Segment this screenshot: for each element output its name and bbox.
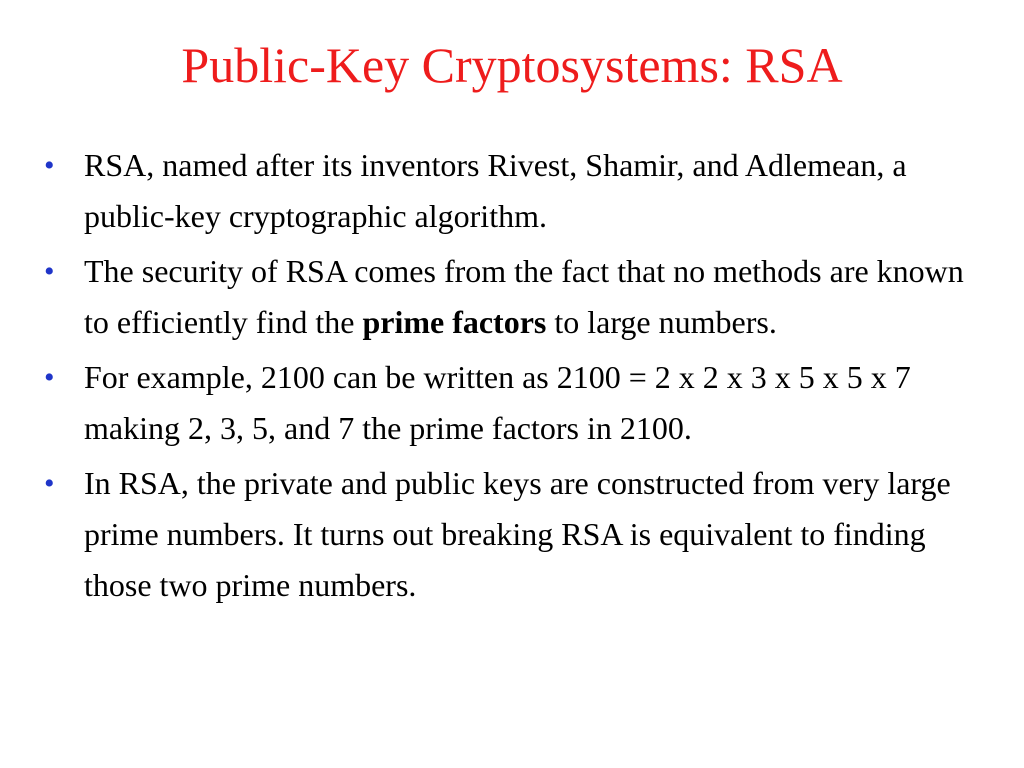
- bullet-dot-icon: •: [44, 361, 55, 394]
- bullet-text: RSA, named after its inventors Rivest, Shamir, and Adlemean, a public-key cryptographic algorithm.: [84, 147, 907, 234]
- bullet-text: The security of RSA comes from the fact that no methods are known to efficiently find the: [84, 253, 964, 340]
- bullet-item: [40, 140, 990, 242]
- bullet-item: [40, 458, 990, 611]
- bullet-item: [40, 246, 990, 348]
- bullet-text: For example, 2100 can be written as 2100 = 2 x 2 x 3 x 5 x 5 x 7 making 2, 3, 5, and 7 the prime factors in 2100.: [84, 359, 911, 446]
- bullet-text: In RSA, the private and public keys are constructed from very large prime numbers. It turns out breaking RSA is equivalent to finding those two prime numbers.: [84, 465, 951, 603]
- bullet-dot-icon: •: [44, 255, 55, 288]
- bullet-dot-icon: •: [44, 149, 55, 182]
- bullet-dot-icon: •: [44, 467, 55, 500]
- slide-title: Public-Key Cryptosystems: RSA: [181, 37, 843, 93]
- bullet-item: [40, 352, 990, 454]
- bullet-list: [40, 140, 990, 615]
- bullet-bold-text: prime factors: [362, 304, 547, 340]
- bullet-text: to large numbers.: [546, 304, 777, 340]
